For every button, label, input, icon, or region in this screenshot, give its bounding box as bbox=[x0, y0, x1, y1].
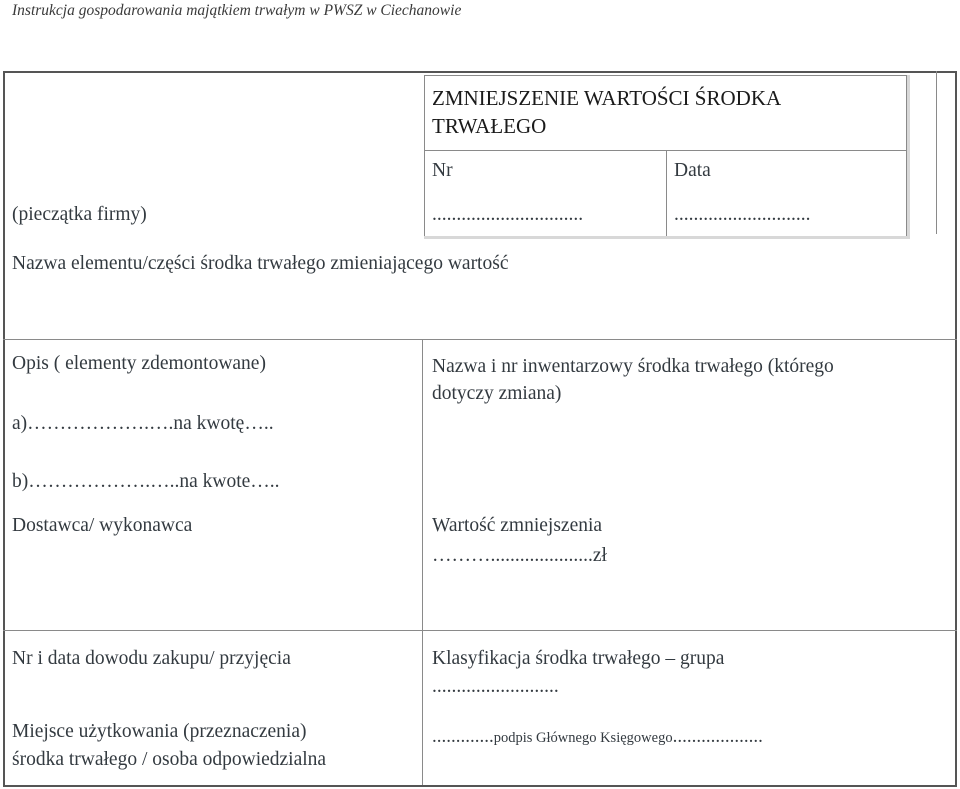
description-label: Opis ( elementy zdemontowane) bbox=[12, 353, 266, 374]
supplier-label: Dostawca/ wykonawca bbox=[12, 515, 193, 536]
asset-name-label-line1: Nazwa i nr inwentarzowy środka trwałego (którego bbox=[432, 356, 834, 377]
row-separator-2 bbox=[3, 630, 957, 631]
title-box-bottom bbox=[424, 236, 910, 239]
document-header: Instrukcja gospodarowania majątkiem trwałym w PWSZ w Ciechanowie bbox=[12, 2, 462, 19]
signature-label: podpis Głównego Księgowego bbox=[493, 730, 673, 746]
classification-label: Klasyfikacja środka trwałego – grupa bbox=[432, 648, 725, 669]
row-separator-1 bbox=[3, 339, 957, 340]
form-title-line2: TRWAŁEGO bbox=[432, 114, 547, 138]
title-box-shadow bbox=[907, 75, 910, 238]
table-right-border bbox=[955, 71, 957, 787]
nr-data-divider bbox=[666, 150, 667, 238]
element-name-label: Nazwa elementu/części środka trwałego zmieniającego wartość bbox=[12, 253, 509, 274]
data-field[interactable]: ............................ bbox=[674, 204, 811, 225]
asset-name-label-line2: dotyczy zmiana) bbox=[432, 383, 562, 404]
title-box-left bbox=[424, 75, 425, 238]
location-label-line2: środka trwałego / osoba odpowiedzialna bbox=[12, 749, 327, 770]
signature-block bbox=[432, 727, 763, 748]
nr-field[interactable]: ............................... bbox=[432, 204, 584, 225]
company-stamp-label: (pieczątka firmy) bbox=[12, 204, 147, 225]
table-left-border bbox=[3, 71, 5, 787]
signature-dots-left: ............. bbox=[432, 726, 494, 747]
item-a: a)……………….….na kwotę….. bbox=[12, 413, 274, 434]
decrease-value-field[interactable]: ……….....................zł bbox=[432, 545, 607, 566]
right-margin-line bbox=[936, 71, 937, 234]
classification-field[interactable]: .......................... bbox=[432, 676, 559, 697]
table-top-border bbox=[3, 71, 957, 73]
location-label-line1: Miejsce użytkowania (przeznaczenia) bbox=[12, 721, 307, 742]
decrease-value-label: Wartość zmniejszenia bbox=[432, 515, 603, 536]
form-title-line1: ZMNIEJSZENIE WARTOŚCI ŚRODKA bbox=[432, 86, 782, 110]
item-b: b)……………….…..na kwote….. bbox=[12, 471, 280, 492]
nr-label: Nr bbox=[432, 160, 453, 181]
table-bottom-border bbox=[3, 785, 957, 787]
column-divider bbox=[422, 339, 423, 785]
title-box-top bbox=[424, 75, 907, 76]
data-label: Data bbox=[674, 160, 711, 181]
signature-dots-right: ................... bbox=[672, 726, 763, 747]
purchase-document-label: Nr i data dowodu zakupu/ przyjęcia bbox=[12, 648, 291, 669]
